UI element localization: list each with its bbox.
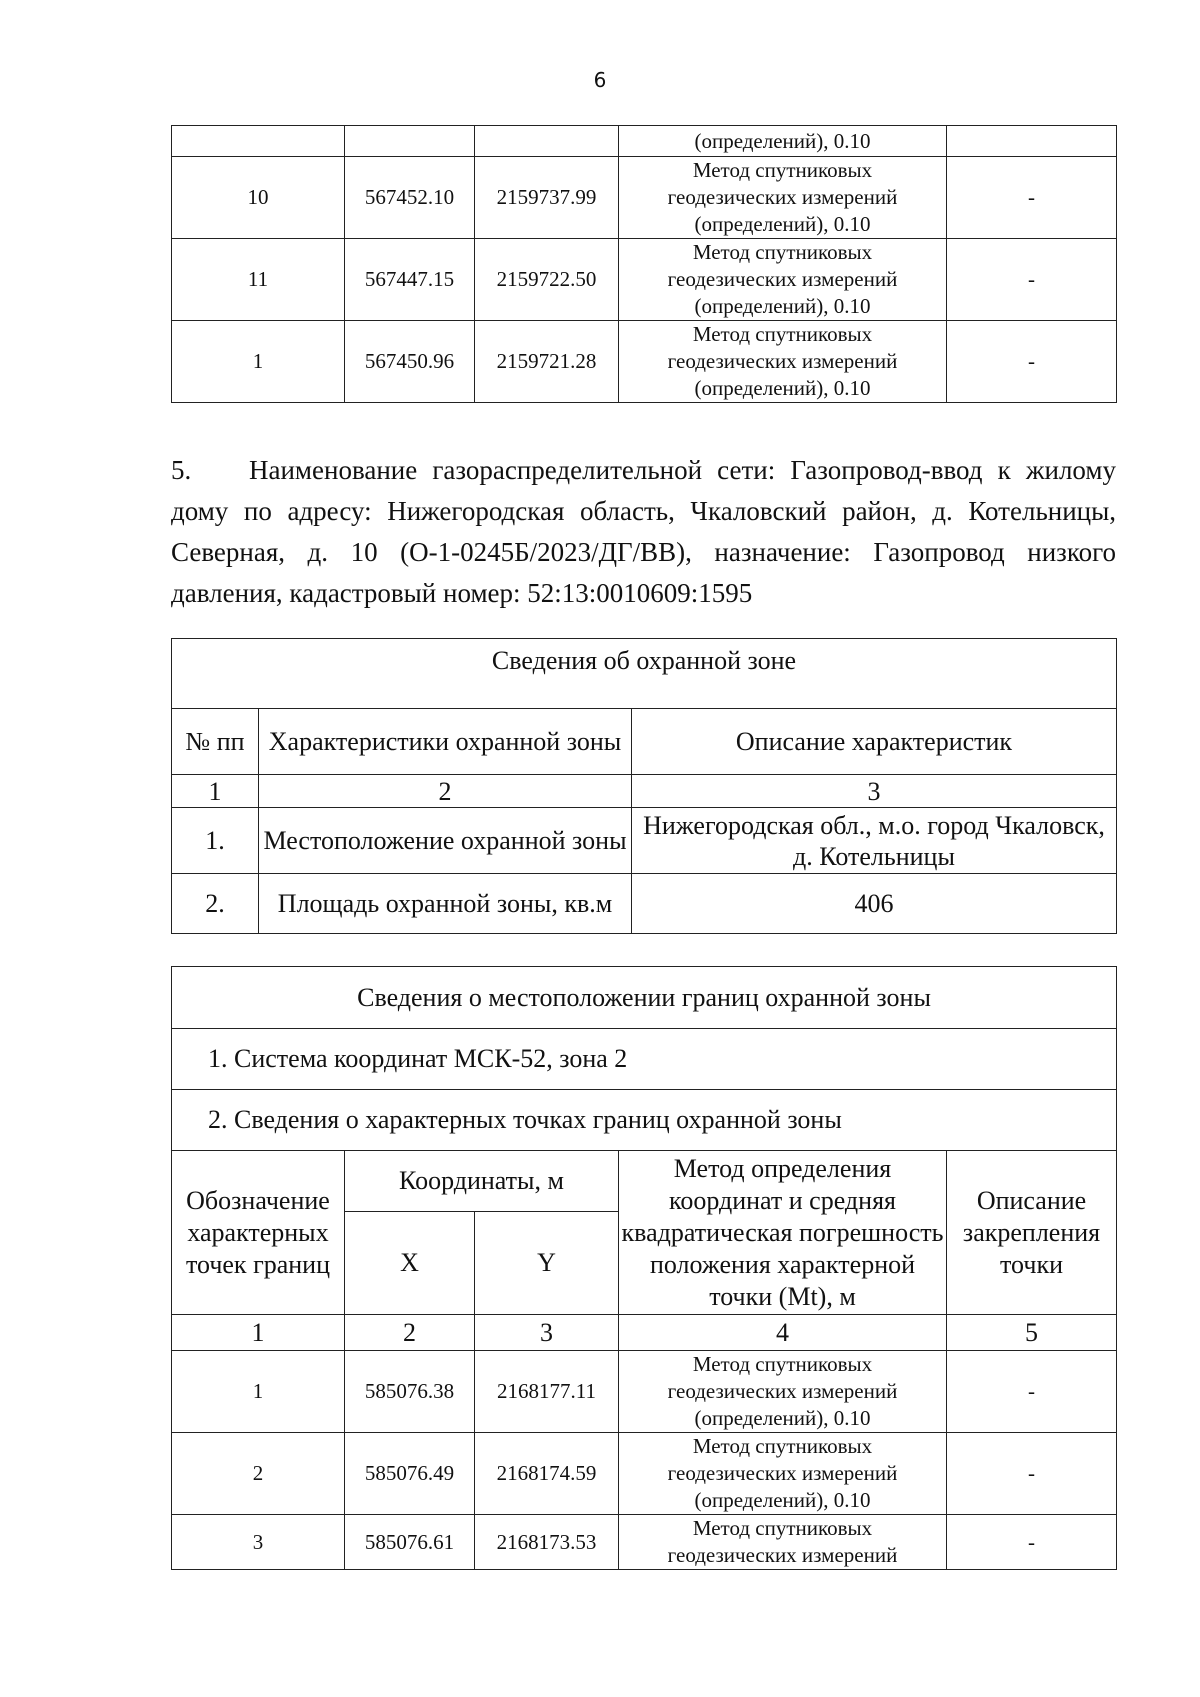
fixing-description: - [947, 1515, 1117, 1570]
col-number: 2 [259, 775, 632, 808]
col-number: 1 [172, 1315, 345, 1351]
coord-x: 567447.15 [345, 239, 475, 321]
method-line: геодезических измерений [667, 1461, 898, 1485]
method-line: (определений), 0.10 [694, 376, 871, 400]
table-row [172, 1351, 1117, 1433]
method-line: (определений), 0.10 [694, 294, 871, 318]
col-number: 5 [947, 1315, 1117, 1351]
header-coordinates: Координаты, м [345, 1151, 619, 1212]
coord-y: 2159722.50 [475, 239, 619, 321]
fixing-description: - [947, 239, 1117, 321]
coord-y: 2159721.28 [475, 321, 619, 403]
method [619, 1433, 947, 1515]
method [619, 321, 947, 403]
coord-x [345, 126, 475, 157]
coordinates-table-continued [171, 125, 1117, 403]
table-row [172, 126, 1117, 157]
page-number: 6 [593, 68, 607, 92]
coord-y: 2168177.11 [475, 1351, 619, 1433]
point-number [172, 126, 345, 157]
method [619, 239, 947, 321]
section-5-paragraph [171, 450, 1116, 614]
method-line: Метод спутниковых [692, 1434, 873, 1458]
method [619, 157, 947, 239]
method [619, 126, 947, 157]
table-row [172, 1515, 1117, 1570]
zone-table-title: Сведения об охранной зоне [172, 639, 1117, 709]
row-num: 1. [172, 808, 259, 874]
point-number: 1 [172, 1351, 345, 1433]
method [619, 1515, 947, 1570]
method [619, 1351, 947, 1433]
coord-y: 2159737.99 [475, 157, 619, 239]
coord-x: 585076.38 [345, 1351, 475, 1433]
header-num: № пп [172, 709, 259, 775]
col-number: 2 [345, 1315, 475, 1351]
header-characteristics: Характеристики охранной зоны [259, 709, 632, 775]
row-description: Нижегородская обл., м.о. город Чкаловск, д. Котельницы [632, 808, 1117, 874]
boundary-table-title: Сведения о местоположении границ охранной зоны [172, 967, 1117, 1029]
boundary-table [171, 966, 1117, 1570]
row-description: 406 [632, 874, 1117, 934]
row-characteristic: Местоположение охранной зоны [259, 808, 632, 874]
coord-x: 585076.61 [345, 1515, 475, 1570]
section-number: 5. [171, 455, 192, 485]
row-num: 2. [172, 874, 259, 934]
method-line: (определений), 0.10 [694, 128, 871, 153]
coord-x: 585076.49 [345, 1433, 475, 1515]
header-description: Описание характеристик [632, 709, 1117, 775]
point-number: 10 [172, 157, 345, 239]
table-row [172, 1433, 1117, 1515]
fixing-description [947, 126, 1117, 157]
coord-y [475, 126, 619, 157]
coord-y: 2168174.59 [475, 1433, 619, 1515]
method-line: геодезических измерений [667, 267, 898, 291]
coord-y: 2168173.53 [475, 1515, 619, 1570]
method-line: Метод спутниковых [692, 240, 873, 264]
col-number: 1 [172, 775, 259, 808]
protected-zone-table [171, 638, 1117, 934]
header-x: X [345, 1212, 475, 1315]
table-row [172, 157, 1117, 239]
coord-x: 567450.96 [345, 321, 475, 403]
method-line: геодезических измерений [667, 185, 898, 209]
method-line: геодезических измерений [667, 1379, 898, 1403]
header-fixing-description: Описание закрепления точки [947, 1151, 1117, 1315]
point-number: 11 [172, 239, 345, 321]
method-line: Метод спутниковых [692, 1352, 873, 1376]
coord-x: 567452.10 [345, 157, 475, 239]
method-line: Метод спутниковых [692, 158, 873, 182]
table-row [172, 239, 1117, 321]
coordinate-system: 1. Система координат МСК-52, зона 2 [172, 1029, 1117, 1090]
method-line: (определений), 0.10 [694, 1488, 871, 1512]
header-method: Метод определения координат и средняя квадратическая погрешность положения характерной точки (Mt), м [619, 1151, 947, 1315]
fixing-description: - [947, 157, 1117, 239]
table-row [172, 321, 1117, 403]
method-line: Метод спутниковых [692, 322, 873, 346]
col-number: 3 [475, 1315, 619, 1351]
header-y: Y [475, 1212, 619, 1315]
section-text: Наименование газораспределительной сети: Газопровод-ввод к жилому дому по адресу: Нижегородская область, Чкаловский район, д. Котельницы, Северная, д. 10 (О-1-0245Б/2023/ДГ/ВВ), назначение: Газопровод низкого давления, кадастровый номер: 52:13:0010609:1595 [171, 455, 1116, 608]
fixing-description: - [947, 1433, 1117, 1515]
header-designation: Обозначение характерных точек границ [172, 1151, 345, 1315]
row-characteristic: Площадь охранной зоны, кв.м [259, 874, 632, 934]
method-line: Метод спутниковых [692, 1516, 873, 1540]
col-number: 4 [619, 1315, 947, 1351]
fixing-description: - [947, 321, 1117, 403]
col-number: 3 [632, 775, 1117, 808]
point-number: 1 [172, 321, 345, 403]
point-number: 2 [172, 1433, 345, 1515]
method-line: геодезических измерений [667, 349, 898, 373]
fixing-description: - [947, 1351, 1117, 1433]
points-title: 2. Сведения о характерных точках границ охранной зоны [172, 1090, 1117, 1151]
method-line: (определений), 0.10 [694, 212, 871, 236]
method-line: геодезических измерений [667, 1543, 898, 1567]
point-number: 3 [172, 1515, 345, 1570]
method-line: (определений), 0.10 [694, 1406, 871, 1430]
